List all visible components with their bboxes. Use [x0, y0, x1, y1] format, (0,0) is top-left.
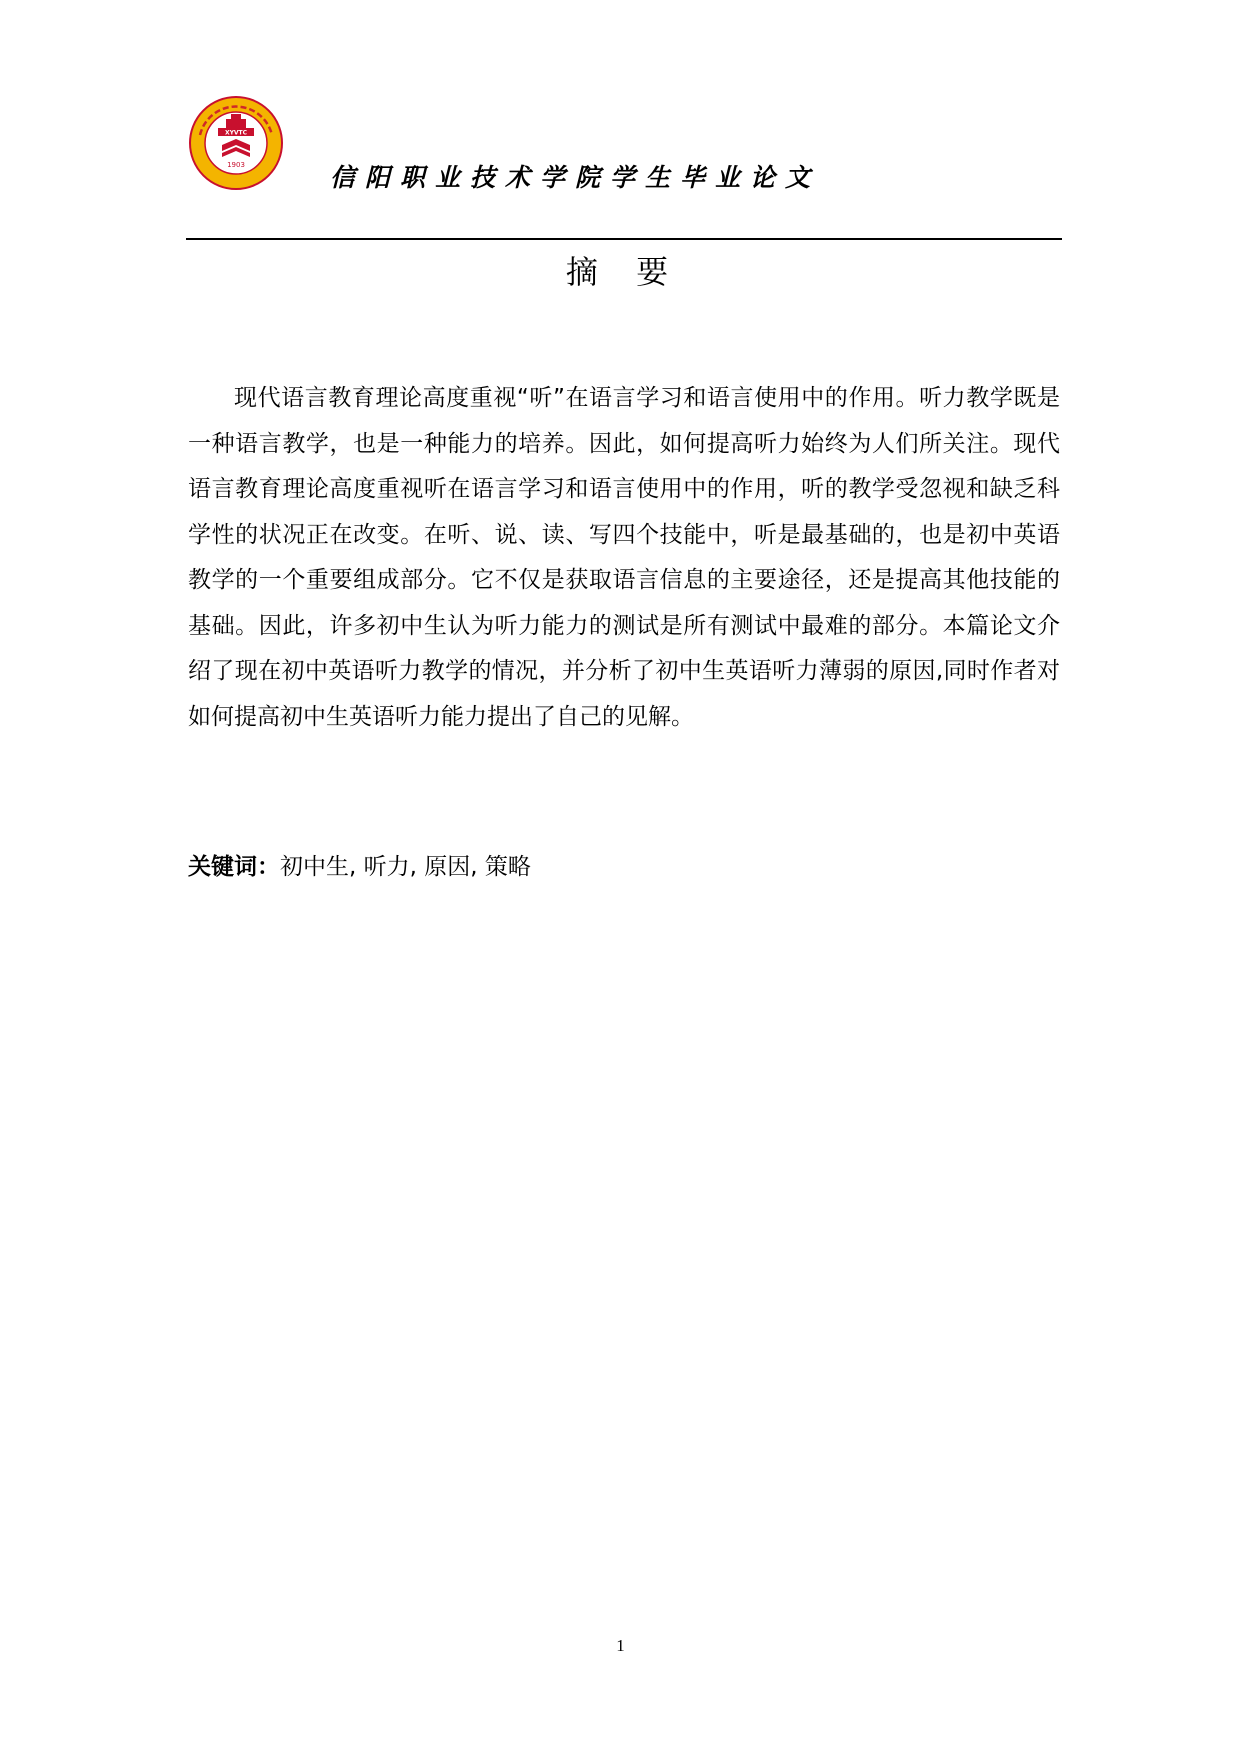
- page-number: 1: [616, 1636, 625, 1655]
- college-seal-icon: [188, 95, 284, 191]
- header-divider: [186, 238, 1062, 240]
- institution-title: 信阳职业技术学院学生毕业论文: [330, 163, 821, 192]
- keywords-value: 初中生, 听力, 原因, 策略: [280, 854, 531, 880]
- keywords-line: [188, 852, 531, 882]
- logo-abbreviation: XYVTC: [224, 129, 248, 137]
- abstract-body: 现代语言教育理论高度重视“听”在语言学习和语言使用中的作用。听力教学既是一种语言教学，也是一种能力的培养。因此，如何提高听力始终为人们所关注。现代语言教育理论高度重视听在语言学习和语言使用中的作用，听的教学受忽视和缺乏科学性的状况正在改变。在听、说、读、写四个技能中，听是最基础的，也是初中英语教学的一个重要组成部分。它不仅是获取语言信息的主要途径，还是提高其他技能的基础。因此，许多初中生认为听力能力的测试是所有测试中最难的部分。本篇论文介绍了现在初中英语听力教学的情况，并分析了初中生英语听力薄弱的原因,同时作者对如何提高初中生英语听力能力提出了自己的见解。: [188, 385, 1060, 730]
- logo-year: 1903: [227, 161, 245, 169]
- college-seal-logo: [188, 95, 284, 191]
- abstract-title: 摘 要: [565, 253, 683, 291]
- keywords-label: 关键词：: [188, 854, 280, 880]
